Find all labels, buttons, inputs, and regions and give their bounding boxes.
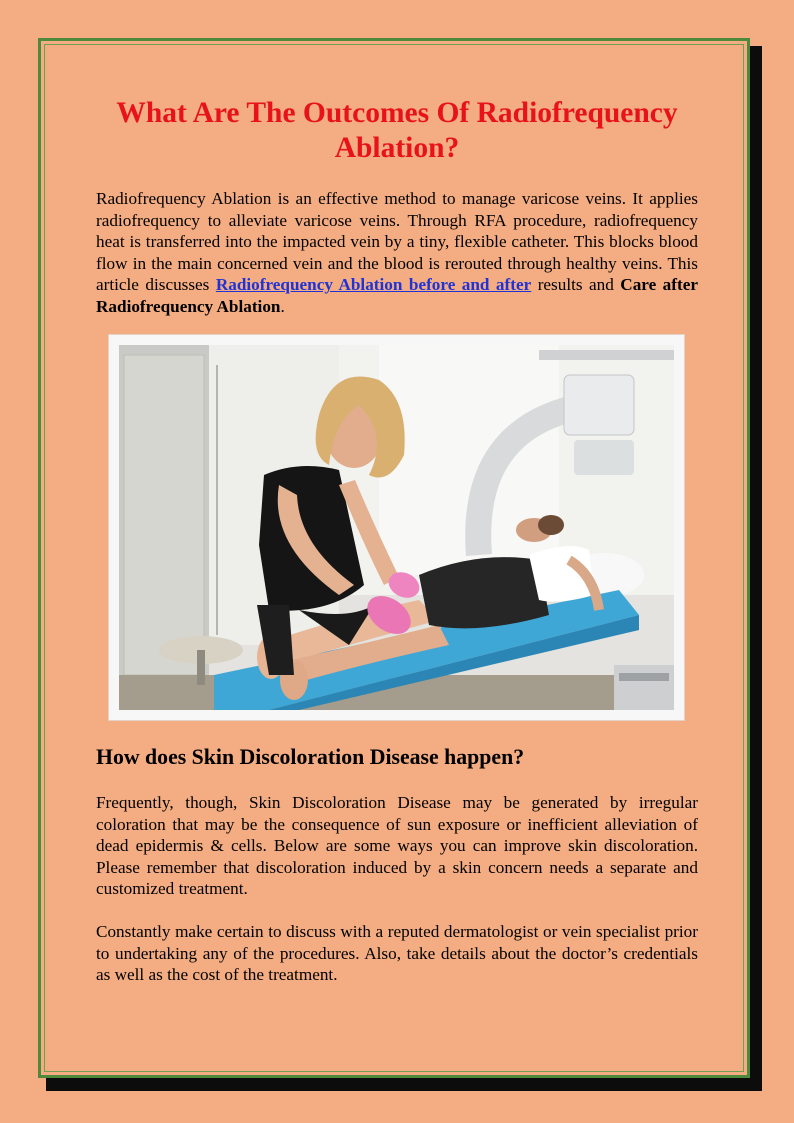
- photo-frame: [109, 335, 684, 720]
- section-heading: How does Skin Discoloration Disease happen?: [96, 745, 525, 769]
- section-body: [96, 792, 698, 986]
- clinic-treatment-photo: [119, 345, 674, 710]
- intro-mid-text: results and: [531, 275, 621, 295]
- intro-paragraph: [96, 188, 698, 318]
- intro-end-text: .: [280, 296, 285, 316]
- intro-bold-text: Care after Radiofrequency Ablation: [96, 275, 698, 316]
- section-paragraph-2: Constantly make certain to discuss with a reputed dermatologist or vein specialist prior to undertaking any of the procedures. Also, take details about the doctor’s credentials as well as the cost of the treatment.: [96, 921, 698, 985]
- rfa-before-after-link[interactable]: Radiofrequency Ablation before and after: [215, 275, 532, 295]
- section-paragraph-1: Frequently, though, Skin Discoloration Disease may be generated by irregular coloration that may be the consequence of sun exposure or inefficient alleviation of dead epidermis & cells. Below are some ways you can improve skin discoloration. Please remember that discoloration induced by a skin concern needs a separate and customized treatment.: [96, 793, 698, 899]
- article-top: [96, 96, 698, 318]
- intro-text: Radiofrequency Ablation is an effective method to manage varicose veins. It applies radiofrequency to alleviate varicose veins. Through RFA procedure, radiofrequency heat is transferred into the impacted vein by a tiny, flexible catheter. This blocks blood flow in the main concerned vein and the blood is rerouted through healthy veins. This article discusses: [96, 189, 698, 295]
- page-title: What Are The Outcomes Of Radiofrequency Ablation?: [116, 97, 678, 164]
